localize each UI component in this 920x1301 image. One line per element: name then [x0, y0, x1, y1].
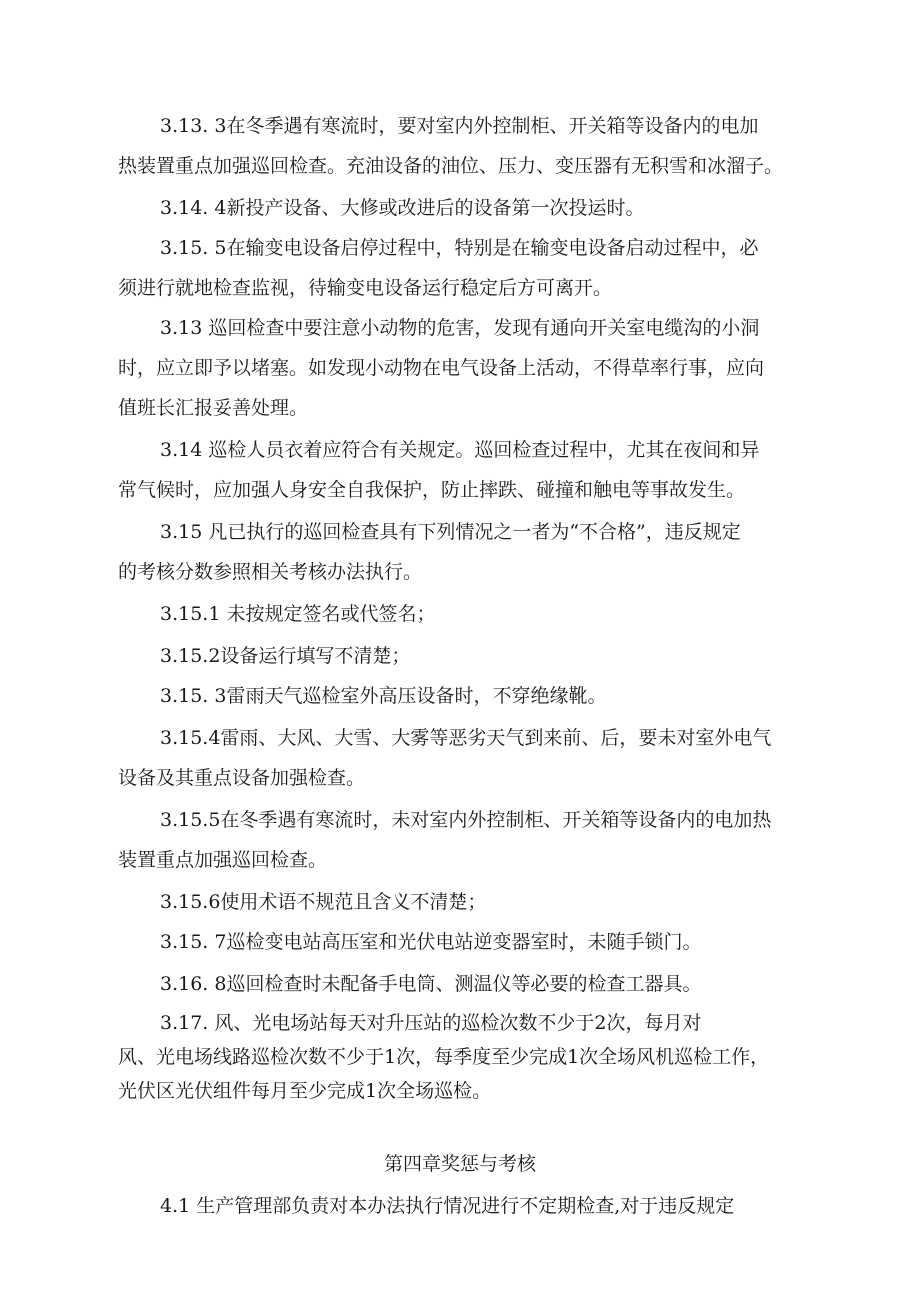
paragraph-3-15: [118, 512, 818, 592]
paragraph-line: 3.15.4雷雨、大风、大雪、大雾等恶劣天气到来前、后，要未对室外电气: [160, 727, 772, 749]
paragraph-3-15-1: [118, 594, 818, 634]
paragraph-line: 3.15. 3雷雨天气巡检室外高压设备时，不穿绝缘靴。: [160, 685, 607, 707]
paragraph-3-13-3: [118, 106, 818, 186]
paragraph-line: 光伏区光伏组件每月至少完成1次全场巡检。: [118, 1080, 492, 1102]
paragraph-line: 3.15. 7巡检变电站高压室和光伏电站逆变器室时，未随手锁门。: [160, 931, 702, 953]
paragraph-3-15-7: [118, 922, 818, 962]
paragraph-3-15-5-b: [118, 800, 818, 880]
paragraph-line: 3.15.5在冬季遇有寒流时，未对室内外控制柜、开关箱等设备内的电加热: [160, 809, 772, 831]
paragraph-line: 装置重点加强巡回检查。: [118, 849, 328, 871]
paragraph-3-15-4: [118, 718, 818, 798]
paragraph-3-15-2: [118, 636, 818, 676]
paragraph-line: 3.15.2设备运行填写不清楚；: [160, 645, 411, 667]
paragraph-line: 热装置重点加强巡回检查。充油设备的油位、压力、变压器有无积雪和冰溜子。: [118, 155, 784, 177]
paragraph-line: 3.15 凡已执行的巡回检查具有下列情况之一者为“不合格”，违反规定: [160, 521, 741, 543]
paragraph-3-13: [118, 308, 818, 428]
paragraph-line: 常气候时，应加强人身安全自我保护，防止摔跌、碰撞和触电等事故发生。: [118, 479, 746, 501]
paragraph-line: 3.17. 风、光电场站每天对升压站的巡检次数不少于2次，每月对: [160, 1012, 702, 1034]
paragraph-line: 设备及其重点设备加强检查。: [118, 767, 366, 789]
paragraph-line: 3.14 巡检人员衣着应符合有关规定。巡回检查过程中，尤其在夜间和异: [160, 439, 760, 461]
paragraph-line: 3.15.1 未按规定签名或代签名；: [160, 603, 436, 625]
paragraph-3-15-3: [118, 676, 818, 716]
paragraph-3-15-5: [118, 228, 818, 308]
paragraph-4-1: [118, 1186, 818, 1226]
paragraph-line: 时，应立即予以堵塞。如发现小动物在电气设备上活动，不得草率行事，应向: [118, 357, 765, 379]
paragraph-line: 值班长汇报妥善处理。: [118, 397, 309, 419]
paragraph-3-16-8: [118, 964, 818, 1004]
paragraph-line: 4.1 生产管理部负责对本办法执行情况进行不定期检查,对于违反规定: [160, 1195, 735, 1217]
paragraph-line: 风、光电场线路巡检次数不少于1次，每季度至少完成1次全场风机巡检工作，: [118, 1046, 770, 1068]
paragraph-3-15-6: [118, 882, 818, 922]
paragraph-line: 3.15. 5在输变电设备启停过程中，特别是在输变电设备启动过程中，必: [160, 237, 759, 259]
paragraph-3-14-4: [118, 188, 818, 228]
paragraph-line: 3.15.6使用术语不规范且含义不清楚；: [160, 891, 487, 913]
paragraph-line: 须进行就地检查监视，待输变电设备运行稳定后方可离开。: [118, 277, 613, 299]
paragraph-line: 3.13 巡回检查中要注意小动物的危害，发现有通向开关室电缆沟的小洞: [160, 317, 760, 339]
paragraph-line: 3.14. 4新投产设备、大修或改进后的设备第一次投运时。: [160, 197, 645, 219]
paragraph-3-17: [118, 1006, 818, 1108]
paragraph-line: 的考核分数参照相关考核办法执行。: [118, 561, 423, 583]
paragraph-3-14: [118, 430, 818, 510]
chapter-heading: 第四章奖惩与考核: [383, 1153, 536, 1175]
paragraph-line: 3.13. 3在冬季遇有寒流时，要对室内外控制柜、开关箱等设备内的电加: [160, 115, 759, 137]
paragraph-line: 3.16. 8巡回检查时未配备手电筒、测温仪等必要的检查工器具。: [160, 973, 702, 995]
